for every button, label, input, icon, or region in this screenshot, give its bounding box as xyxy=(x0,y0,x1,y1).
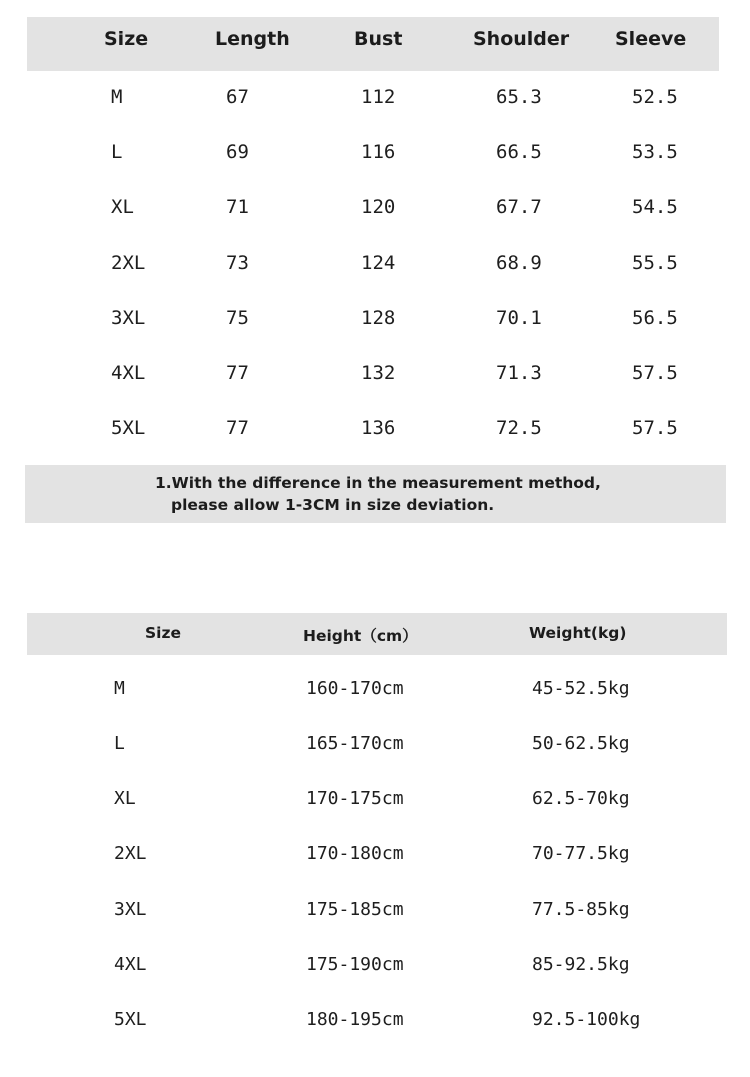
height-cell: 170-180cm xyxy=(306,843,404,864)
sleeve-cell: 54.5 xyxy=(632,196,678,218)
measurement-note-line-1: 1.With the difference in the measurement method, xyxy=(155,474,601,492)
size-cell: M xyxy=(111,86,123,108)
sleeve-cell: 56.5 xyxy=(632,307,678,329)
size-cell: XL xyxy=(111,196,134,218)
fit-table-header-size: Size xyxy=(145,624,182,642)
sleeve-cell: 57.5 xyxy=(632,362,678,384)
size-cell: 2XL xyxy=(114,843,147,864)
size-table-header-shoulder: Shoulder xyxy=(473,28,570,50)
length-cell: 71 xyxy=(226,196,249,218)
shoulder-cell: 71.3 xyxy=(496,362,542,384)
weight-cell: 77.5-85kg xyxy=(532,899,630,920)
height-cell: 165-170cm xyxy=(306,733,404,754)
size-table-header-length: Length xyxy=(215,28,290,50)
size-cell: 2XL xyxy=(111,252,146,274)
size-cell: 5XL xyxy=(111,417,146,439)
height-cell: 160-170cm xyxy=(306,678,404,699)
shoulder-cell: 72.5 xyxy=(496,417,542,439)
weight-cell: 85-92.5kg xyxy=(532,954,630,975)
bust-cell: 116 xyxy=(361,141,396,163)
measurement-note-line-2: please allow 1-3CM in size deviation. xyxy=(171,496,495,514)
shoulder-cell: 70.1 xyxy=(496,307,542,329)
length-cell: 73 xyxy=(226,252,249,274)
bust-cell: 112 xyxy=(361,86,396,108)
length-cell: 67 xyxy=(226,86,249,108)
bust-cell: 132 xyxy=(361,362,396,384)
weight-cell: 50-62.5kg xyxy=(532,733,630,754)
sleeve-cell: 53.5 xyxy=(632,141,678,163)
sleeve-cell: 55.5 xyxy=(632,252,678,274)
sleeve-cell: 57.5 xyxy=(632,417,678,439)
weight-cell: 45-52.5kg xyxy=(532,678,630,699)
bust-cell: 128 xyxy=(361,307,396,329)
size-cell: L xyxy=(114,733,125,754)
length-cell: 77 xyxy=(226,417,249,439)
bust-cell: 136 xyxy=(361,417,396,439)
bust-cell: 124 xyxy=(361,252,396,274)
weight-cell: 70-77.5kg xyxy=(532,843,630,864)
size-cell: 3XL xyxy=(111,307,146,329)
shoulder-cell: 68.9 xyxy=(496,252,542,274)
size-cell: XL xyxy=(114,788,136,809)
height-cell: 170-175cm xyxy=(306,788,404,809)
size-table-header-bust: Bust xyxy=(354,28,403,50)
sleeve-cell: 52.5 xyxy=(632,86,678,108)
weight-cell: 92.5-100kg xyxy=(532,1009,641,1030)
size-cell: 5XL xyxy=(114,1009,147,1030)
length-cell: 69 xyxy=(226,141,249,163)
shoulder-cell: 65.3 xyxy=(496,86,542,108)
height-cell: 175-190cm xyxy=(306,954,404,975)
size-cell: M xyxy=(114,678,125,699)
size-cell: 4XL xyxy=(111,362,146,384)
size-table-header-sleeve: Sleeve xyxy=(615,28,687,50)
bust-cell: 120 xyxy=(361,196,396,218)
shoulder-cell: 66.5 xyxy=(496,141,542,163)
shoulder-cell: 67.7 xyxy=(496,196,542,218)
length-cell: 75 xyxy=(226,307,249,329)
size-table-header-size: Size xyxy=(104,28,149,50)
height-cell: 175-185cm xyxy=(306,899,404,920)
size-cell: L xyxy=(111,141,123,163)
height-cell: 180-195cm xyxy=(306,1009,404,1030)
fit-table-header-height: Height（cm） xyxy=(303,627,418,645)
length-cell: 77 xyxy=(226,362,249,384)
weight-cell: 62.5-70kg xyxy=(532,788,630,809)
fit-table-header-weight: Weight(kg) xyxy=(529,624,627,642)
size-cell: 3XL xyxy=(114,899,147,920)
size-cell: 4XL xyxy=(114,954,147,975)
